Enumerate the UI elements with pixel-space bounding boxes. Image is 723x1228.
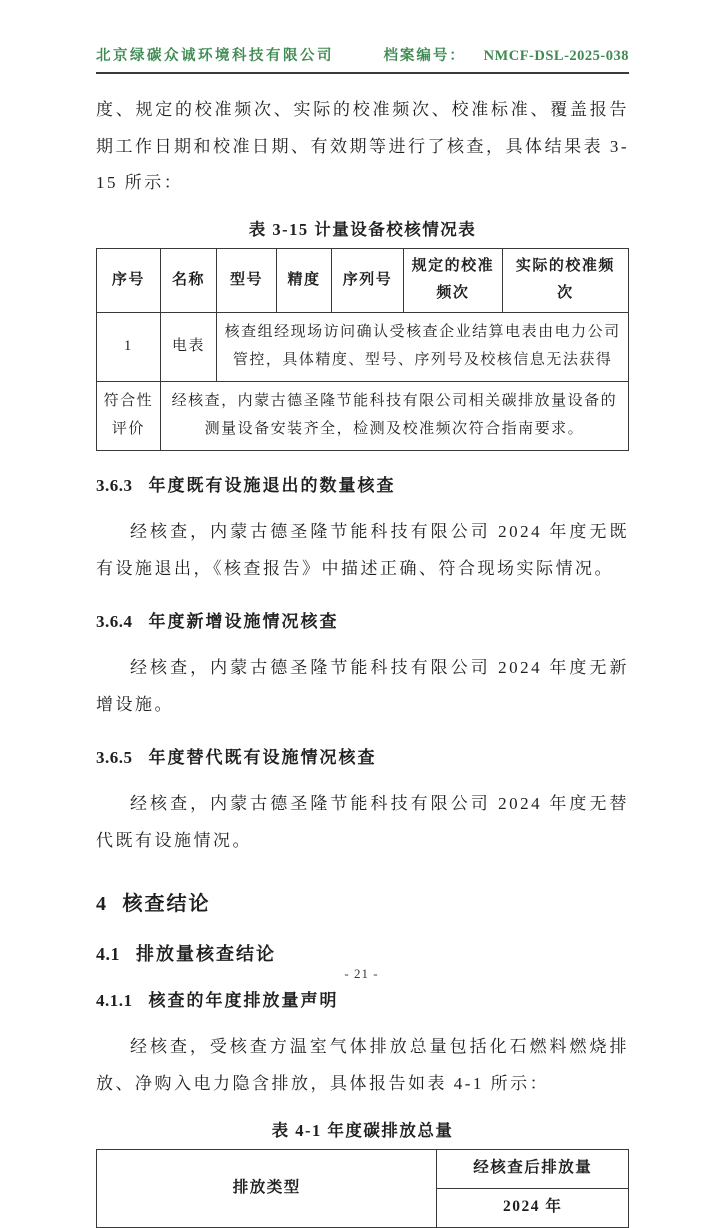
section-title: 年度既有设施退出的数量核查 [148, 476, 396, 496]
table-4-1 [96, 1149, 629, 1228]
header-cell-actual-freq: 实际的校准频次 [502, 248, 628, 313]
cell-year-header: 2024 年 [437, 1188, 629, 1227]
table-3-15 [96, 248, 629, 452]
cell-emission-type-header: 排放类型 [97, 1149, 437, 1227]
chapter-heading-4 [96, 887, 629, 916]
section-body-4-1-1: 经核查，受核查方温室气体排放总量包括化石燃料燃烧排放、净购入电力隐含排放，具体报告如表 4-1 所示： [96, 1037, 629, 1093]
section-number: 3.6.5 [96, 748, 133, 768]
section-heading-3-6-4 [96, 607, 629, 632]
archive-number-block [383, 44, 629, 65]
cell-verified-emission-header: 经核查后排放量 [437, 1149, 629, 1188]
section-body-3-6-3: 经核查，内蒙古德圣隆节能科技有限公司 2024 年度无既有设施退出，《核查报告》中描述正确、符合现场实际情况。 [96, 522, 629, 578]
section-heading-4-1-1 [96, 986, 629, 1011]
section-title: 年度替代既有设施情况核查 [148, 748, 377, 768]
section-title: 核查的年度排放量声明 [148, 991, 339, 1011]
cell-conformity-label: 符合性评价 [97, 382, 161, 451]
company-name: 北京绿碳众诚环境科技有限公司 [96, 48, 334, 64]
table-3-15-title: 表 3-15 计量设备校核情况表 [248, 219, 477, 239]
cell-conformity-note: 经核查，内蒙古德圣隆节能科技有限公司相关碳排放量设备的测量设备安装齐全，检测及校准频次符合指南要求。 [160, 382, 628, 451]
section-title: 年度新增设施情况核查 [148, 612, 339, 632]
section-number: 4.1.1 [96, 991, 133, 1011]
archive-number: NMCF-DSL-2025-038 [483, 48, 629, 64]
section-title: 排放量核查结论 [136, 944, 276, 965]
page-number: - 21 - [344, 966, 379, 981]
chapter-title: 核查结论 [122, 893, 211, 916]
section-number: 3.6.4 [96, 612, 133, 632]
section-number: 3.6.3 [96, 476, 133, 496]
cell-row-no: 1 [97, 313, 161, 382]
section-heading-3-6-5 [96, 743, 629, 768]
cell-device-name: 电表 [160, 313, 216, 382]
header-cell-name: 名称 [160, 248, 216, 313]
table-3-15-header-row [97, 248, 629, 313]
header-cell-serial: 序列号 [332, 248, 404, 313]
section-body-3-6-5: 经核查，内蒙古德圣隆节能科技有限公司 2024 年度无替代既有设施情况。 [96, 794, 629, 850]
section-heading-3-6-3 [96, 471, 629, 496]
header-cell-accuracy: 精度 [276, 248, 331, 313]
cell-device-note: 核查组经现场访问确认受核查企业结算电表由电力公司管控，具体精度、型号、序列号及校核信息无法获得 [217, 313, 629, 382]
header-cell-required-freq: 规定的校准频次 [403, 248, 502, 313]
section-heading-4-1 [96, 940, 629, 966]
table-4-1-title: 表 4-1 年度碳排放总量 [271, 1120, 454, 1140]
table-row [97, 313, 629, 382]
section-number: 4.1 [96, 944, 120, 965]
header-cell-model: 型号 [217, 248, 277, 313]
archive-label: 档案编号： [383, 48, 466, 64]
header-cell-no: 序号 [97, 248, 161, 313]
table-row [97, 382, 629, 451]
chapter-number: 4 [96, 893, 107, 916]
section-body-3-6-4: 经核查，内蒙古德圣隆节能科技有限公司 2024 年度无新增设施。 [96, 658, 629, 714]
intro-paragraph: 度、规定的校准频次、实际的校准频次、校准标准、覆盖报告期工作日期和校准日期、有效期等进行了核查，具体结果表 3-15 所示： [96, 100, 629, 193]
document-header [96, 44, 629, 74]
table-row [97, 1149, 629, 1188]
